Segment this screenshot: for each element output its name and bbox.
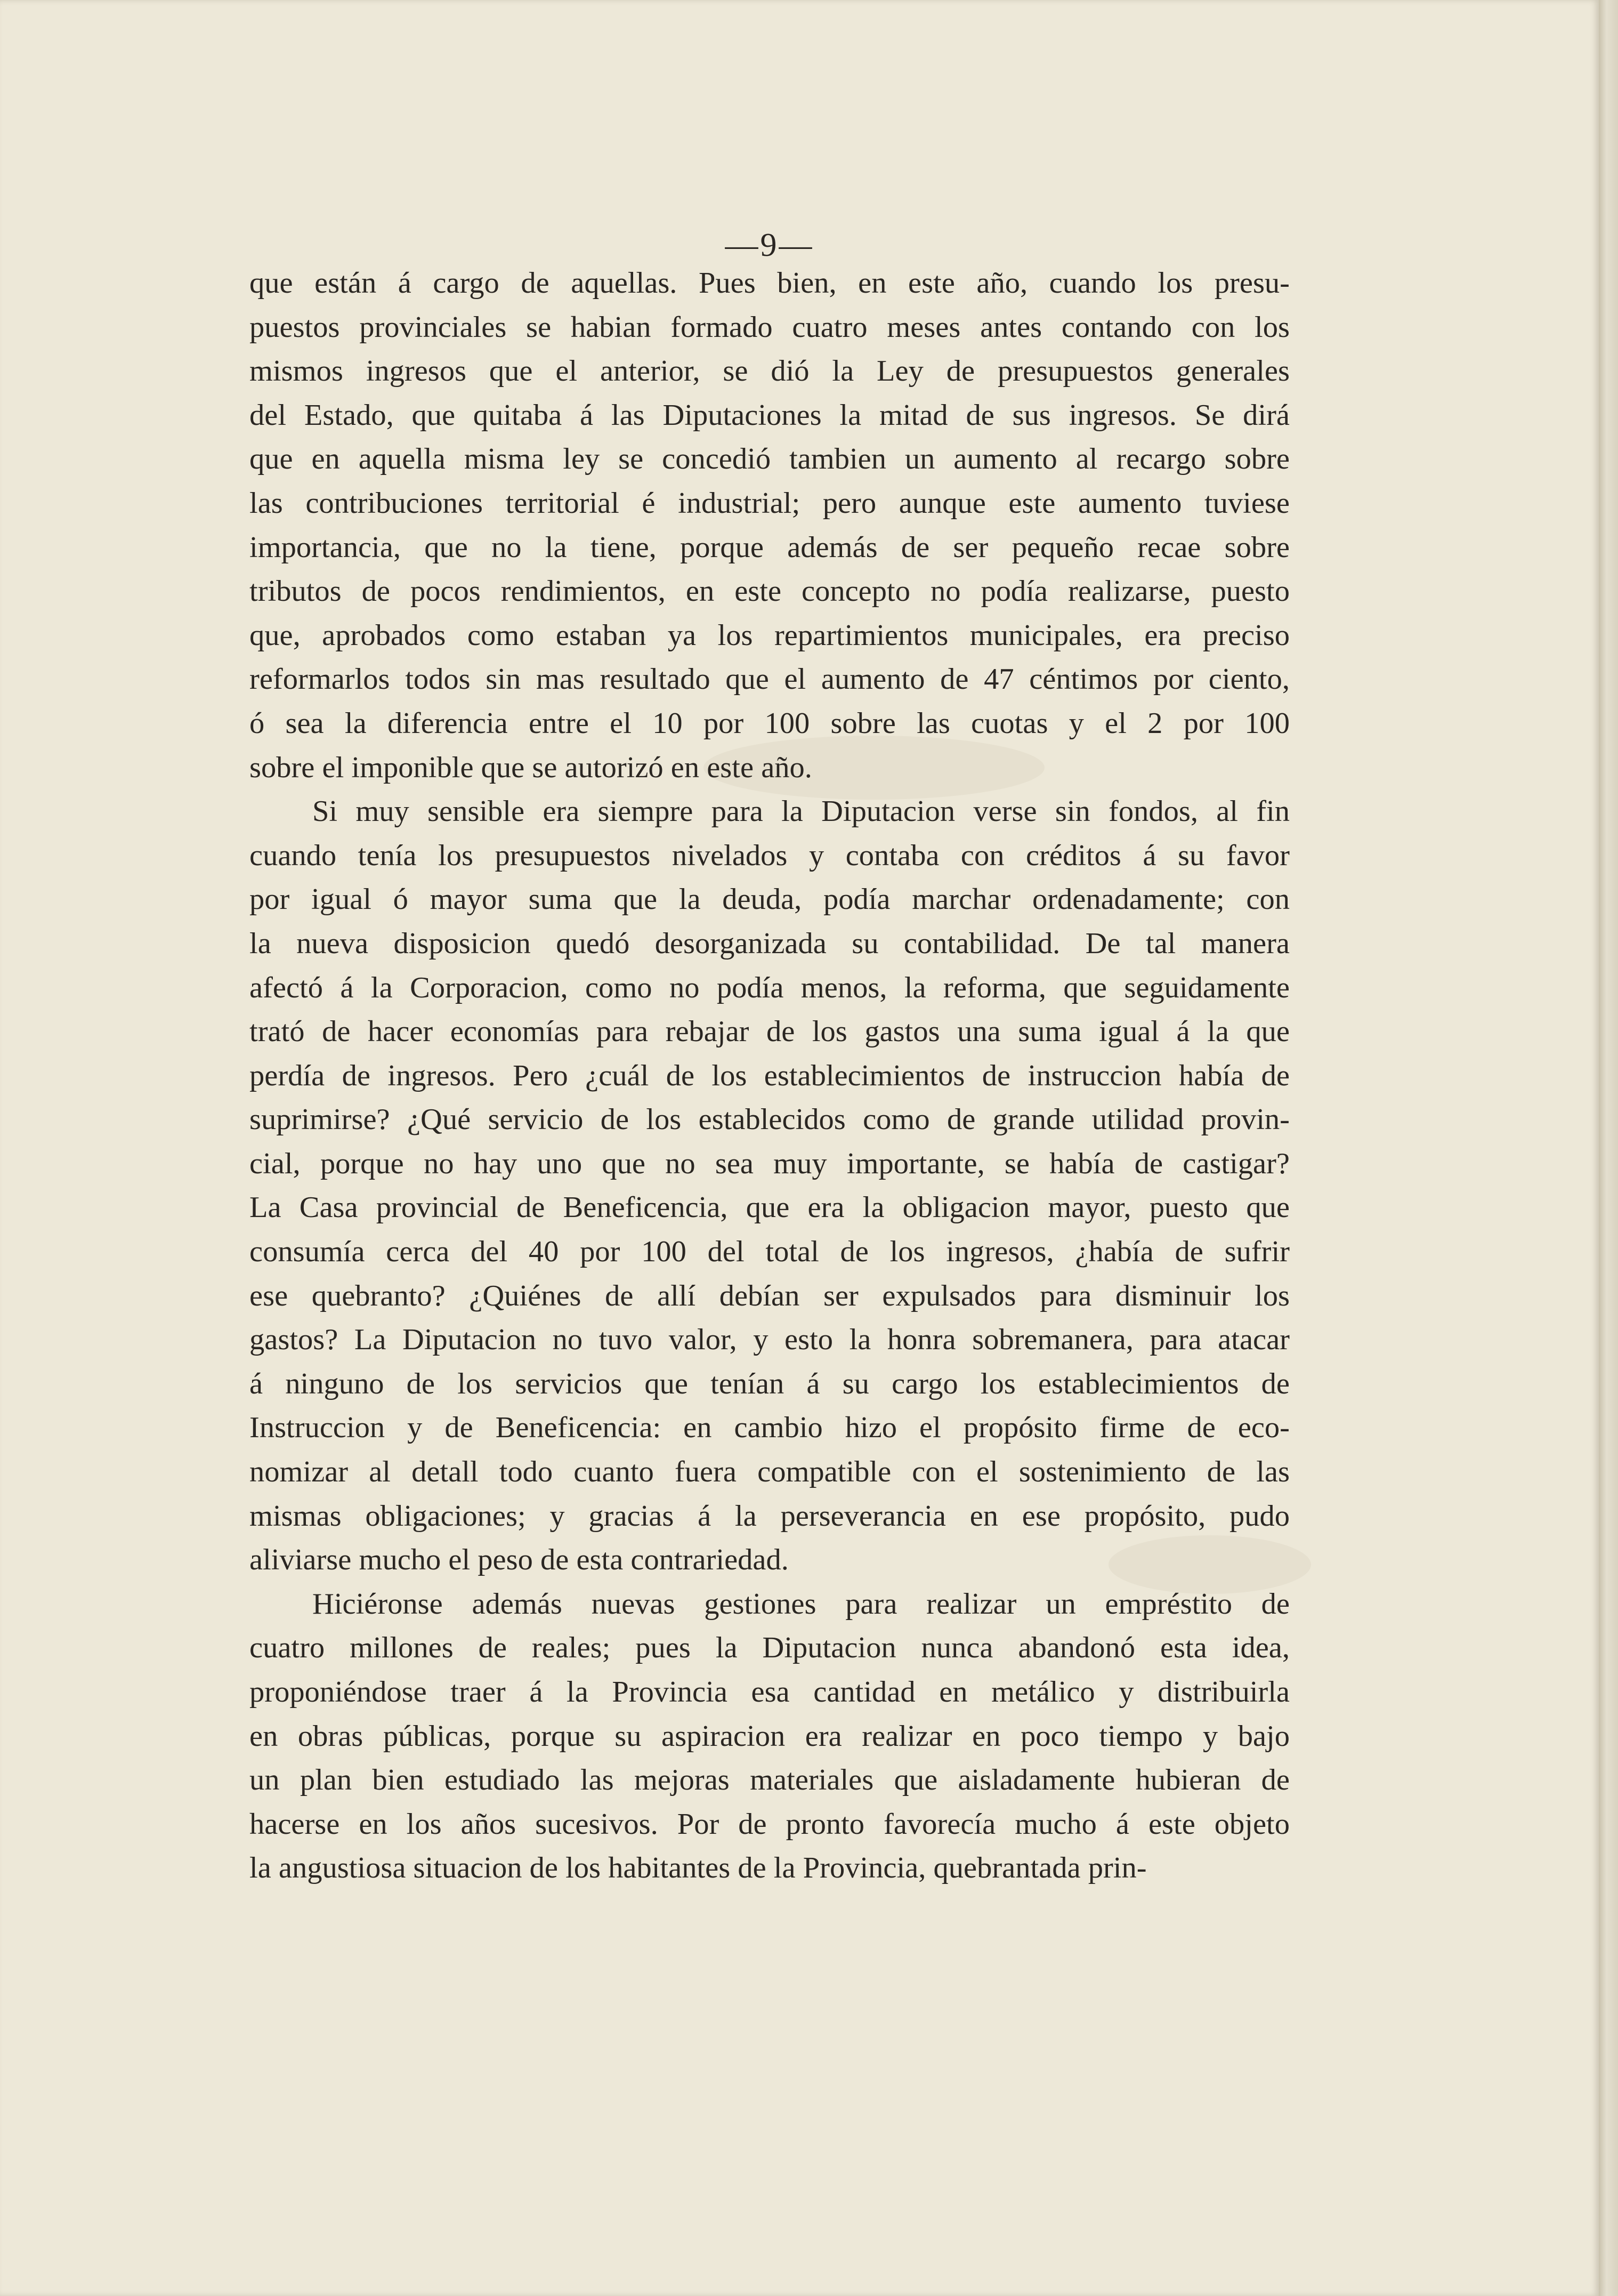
text-line: proponiéndose traer á la Provincia esa cantidad en metálico y distribuirla [249, 1675, 1290, 1709]
text-line: que en aquella misma ley se concedió tambien un aumento al recargo sobre [249, 442, 1290, 476]
page-edge [1599, 0, 1618, 2296]
text-line: suprimirse? ¿Qué servicio de los establecidos como de grande utilidad provin- [249, 1103, 1290, 1137]
paragraph [249, 789, 1290, 1582]
paragraph [249, 1582, 1290, 1890]
text-line: que, aprobados como estaban ya los repartimientos municipales, era preciso [249, 618, 1290, 652]
text-line: Si muy sensible era siempre para la Diputacion verse sin fondos, al fin [312, 795, 1290, 828]
page-number: —9— [725, 227, 814, 263]
text-line: importancia, que no la tiene, porque además de ser pequeño recae sobre [249, 530, 1290, 564]
text-line: que están á cargo de aquellas. Pues bien, en este año, cuando los presu- [249, 267, 1290, 300]
text-line: nomizar al detall todo cuanto fuera compatible con el sostenimiento de las [249, 1455, 1290, 1489]
text-line: cial, porque no hay uno que no sea muy importante, se había de castigar? [249, 1147, 1290, 1180]
text-line: sobre el imponible que se autorizó en este año. [249, 751, 812, 784]
text-line: Hiciéronse además nuevas gestiones para realizar un empréstito de [312, 1587, 1290, 1621]
text-line: puestos provinciales se habian formado cuatro meses antes contando con los [249, 310, 1290, 344]
text-line: La Casa provincial de Beneficencia, que era la obligacion mayor, puesto que [249, 1191, 1290, 1224]
text-line: ese quebranto? ¿Quiénes de allí debían ser expulsados para disminuir los [249, 1279, 1290, 1312]
text-line: perdía de ingresos. Pero ¿cuál de los establecimientos de instruccion había de [249, 1059, 1290, 1092]
text-line: gastos? La Diputacion no tuvo valor, y esto la honra sobremanera, para atacar [249, 1323, 1290, 1357]
text-line: la nueva disposicion quedó desorganizada su contabilidad. De tal manera [249, 927, 1290, 960]
text-line: Instruccion y de Beneficencia: en cambio hizo el propósito firme de eco- [249, 1411, 1290, 1445]
text-line: hacerse en los años sucesivos. Por de pronto favorecía mucho á este objeto [249, 1807, 1290, 1841]
paragraph [249, 261, 1290, 789]
text-line: cuatro millones de reales; pues la Diputacion nunca abandonó esta idea, [249, 1631, 1290, 1665]
text-line: del Estado, que quitaba á las Diputaciones la mitad de sus ingresos. Se dirá [249, 398, 1290, 432]
text-line: mismas obligaciones; y gracias á la perseverancia en ese propósito, pudo [249, 1499, 1290, 1533]
text-line: las contribuciones territorial é industrial; pero aunque este aumento tuviese [249, 486, 1290, 520]
text-line: mismos ingresos que el anterior, se dió la Ley de presupuestos generales [249, 355, 1290, 388]
text-line: ó sea la diferencia entre el 10 por 100 sobre las cuotas y el 2 por 100 [249, 706, 1290, 740]
text-line: cuando tenía los presupuestos nivelados y contaba con créditos á su favor [249, 839, 1290, 872]
text-line: reformarlos todos sin mas resultado que el aumento de 47 céntimos por ciento, [249, 663, 1290, 696]
text-line: por igual ó mayor suma que la deuda, podía marchar ordenadamente; con [249, 883, 1290, 916]
text-line: en obras públicas, porque su aspiracion era realizar en poco tiempo y bajo [249, 1719, 1290, 1753]
text-line: á ninguno de los servicios que tenían á su cargo los establecimientos de [249, 1367, 1290, 1400]
text-line: la angustiosa situacion de los habitantes de la Provincia, quebrantada prin- [249, 1851, 1147, 1885]
text-line: un plan bien estudiado las mejoras materiales que aisladamente hubieran de [249, 1763, 1290, 1797]
text-line: consumía cerca del 40 por 100 del total de los ingresos, ¿había de sufrir [249, 1235, 1290, 1269]
text-line: aliviarse mucho el peso de esta contrariedad. [249, 1543, 789, 1577]
text-line: tributos de pocos rendimientos, en este concepto no podía realizarse, puesto [249, 575, 1290, 608]
text-line: trató de hacer economías para rebajar de los gastos una suma igual á la que [249, 1015, 1290, 1049]
text-line: afectó á la Corporacion, como no podía menos, la reforma, que seguidamente [249, 971, 1290, 1004]
body-text [249, 261, 1290, 1890]
text-block [249, 224, 1290, 1890]
